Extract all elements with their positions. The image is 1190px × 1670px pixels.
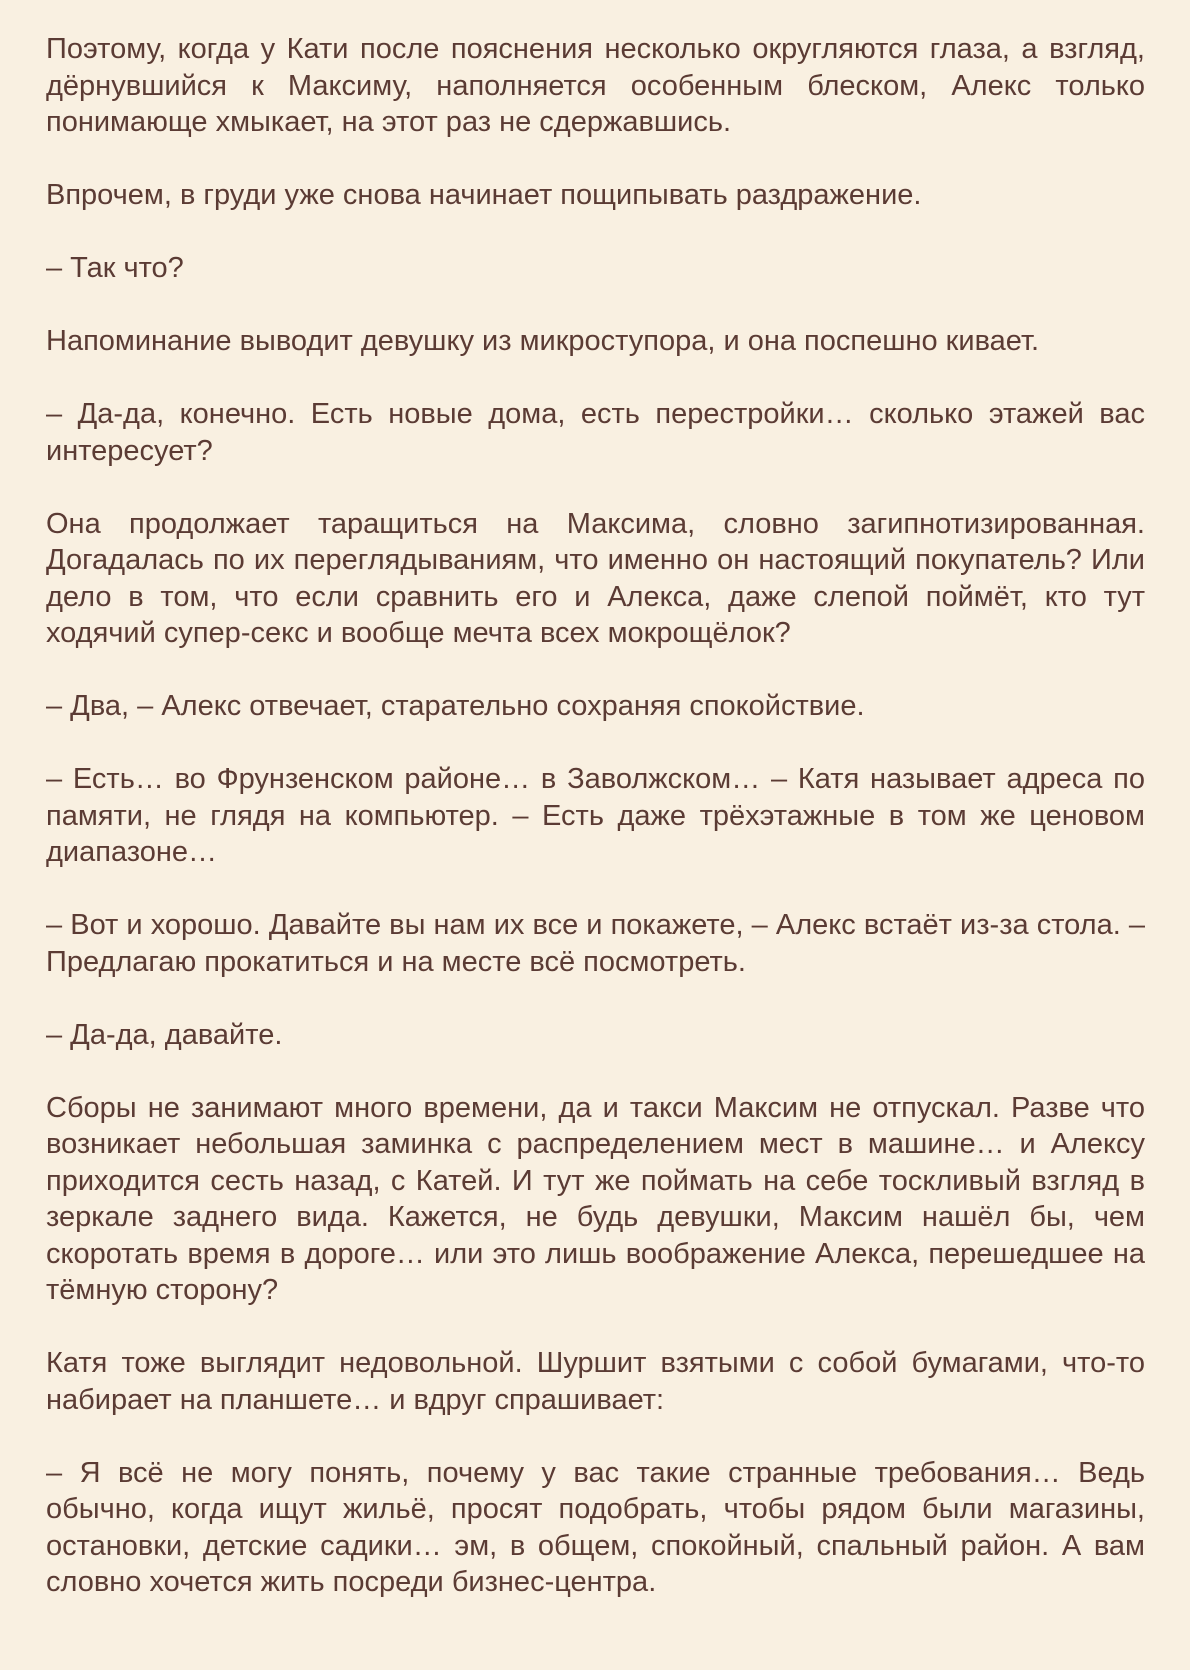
paragraph: Впрочем, в груди уже снова начинает пощипывать раздражение.: [46, 179, 922, 211]
reader-page: [46, 31, 1145, 1601]
paragraph: Катя тоже выглядит недовольной. Шуршит взятыми с собой бумагами, что-то набирает на планшете… и вдруг спрашивает:: [46, 1347, 1145, 1416]
paragraph: – Я всё не могу понять, почему у вас такие странные требования… Ведь обычно, когда ищут жильё, просят подобрать, чтобы рядом были магазины, остановки, детские садики… эм, в общем, спокойный, спальный район. А вам словно хочется жить посреди бизнес-центра.: [46, 1456, 1145, 1598]
paragraph: – Вот и хорошо. Давайте вы нам их все и покажете, – Алекс встаёт из-за стола. – Предлагаю прокатиться и на месте всё посмотреть.: [46, 909, 1145, 978]
paragraph: – Да-да, конечно. Есть новые дома, есть перестройки… сколько этажей вас интересует?: [46, 398, 1145, 467]
paragraph: Поэтому, когда у Кати после пояснения несколько округляются глаза, а взгляд, дёрнувшийся к Максиму, наполняется особенным блеском, Алекс только понимающе хмыкает, на этот раз не сдержавшись.: [46, 33, 1145, 138]
paragraph: – Да-да, давайте.: [46, 1018, 283, 1051]
paragraph: Она продолжает таращиться на Максима, словно загипнотизированная. Догадалась по их переглядываниям, что именно он настоящий покупатель? Или дело в том, что если сравнить его и Алекса, даже слепой поймёт, кто тут ходячий супер-секс и вообще мечта всех мокрощёлок?: [46, 507, 1145, 649]
paragraph: Напоминание выводит девушку из микроступора, и она поспешно кивает.: [46, 325, 1040, 357]
paragraph: Сборы не занимают много времени, да и такси Максим не отпускал. Разве что возникает небольшая заминка с распределением мест в машине… и Алексу приходится сесть назад, с Катей. И тут же поймать на себе тоскливый взгляд в зеркале заднего вида. Кажется, не будь девушки, Максим нашёл бы, чем скоротать время в дороге… или это лишь воображение Алекса, перешедшее на тёмную сторону?: [46, 1091, 1145, 1306]
paragraph: – Есть… во Фрунзенском районе… в Заволжском… – Катя называет адреса по памяти, не глядя на компьютер. – Есть даже трёхэтажные в том же ценовом диапазоне…: [46, 763, 1145, 868]
paragraph: – Два, – Алекс отвечает, старательно сохраняя спокойствие.: [46, 690, 865, 722]
paragraph: – Так что?: [46, 252, 184, 284]
